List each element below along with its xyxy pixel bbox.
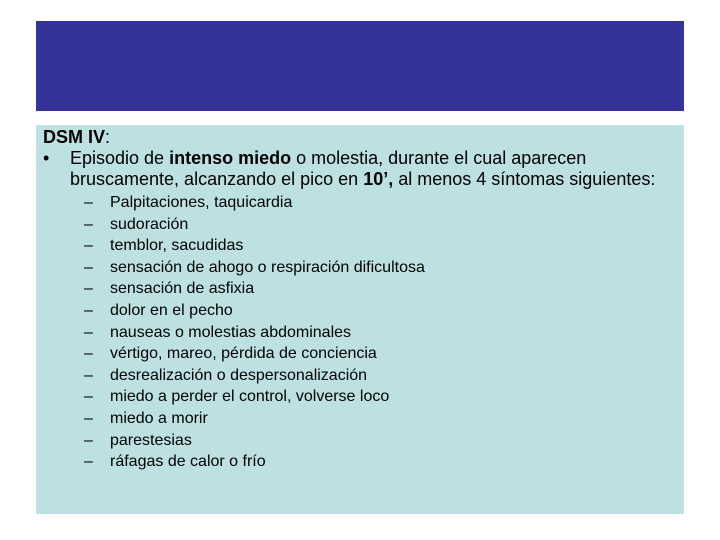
bullet-text-3: al menos 4 síntomas siguientes:: [393, 169, 656, 189]
symptom-text: Palpitaciones, taquicardia: [110, 194, 293, 211]
bullet-text-1: Episodio de: [70, 148, 170, 168]
symptom-item: [84, 235, 674, 257]
symptom-item: [84, 322, 674, 344]
symptom-text: miedo a morir: [110, 409, 208, 427]
dash-marker: –: [84, 409, 93, 427]
heading-colon: :: [105, 127, 111, 147]
symptom-text: sensación de asfixia: [110, 280, 255, 298]
symptom-list: [43, 192, 674, 473]
dash-marker: –: [84, 388, 93, 406]
symptom-item: [84, 300, 674, 322]
bullet-marker: •: [43, 148, 50, 168]
dash-marker: –: [84, 258, 93, 276]
symptom-item: [84, 430, 674, 452]
symptom-text: sudoración: [110, 215, 189, 233]
dash-marker: –: [84, 301, 93, 319]
bullet-bold-2: 10’,: [363, 169, 394, 189]
dash-marker: –: [84, 345, 93, 363]
symptom-item: [84, 278, 674, 300]
bullet-text-2: o molestia, durante el cual aparecen bruscamente, alcanzando el pico en: [70, 148, 587, 189]
dash-marker: –: [84, 431, 93, 449]
symptom-text: dolor en el pecho: [110, 301, 233, 319]
symptom-item: [84, 343, 674, 365]
bullet-bold-1: intenso miedo: [169, 148, 292, 168]
symptom-item: [84, 386, 674, 408]
symptom-item: [84, 214, 674, 236]
symptom-item: [84, 408, 674, 430]
symptom-text: miedo a perder el control, volverse loco: [110, 388, 390, 406]
dash-marker: –: [84, 453, 93, 471]
content-box: [36, 125, 684, 514]
symptom-text: parestesias: [110, 431, 192, 449]
symptom-text: nauseas o molestias abdominales: [110, 323, 352, 341]
symptom-item: [84, 192, 674, 214]
dash-marker: –: [84, 237, 93, 255]
symptom-text: sensación de ahogo o respiración dificultosa: [110, 258, 425, 276]
heading: [43, 127, 674, 148]
symptom-text: desrealización o despersonalización: [110, 366, 368, 384]
symptom-item: [84, 451, 674, 473]
dash-marker: –: [84, 323, 93, 341]
heading-bold: DSM IV: [43, 127, 106, 147]
symptom-text: vértigo, mareo, pérdida de conciencia: [110, 345, 377, 363]
dash-marker: –: [84, 194, 93, 211]
dash-marker: –: [84, 215, 93, 233]
dash-marker: –: [84, 366, 93, 384]
title-band: [36, 21, 684, 111]
symptom-item: [84, 365, 674, 387]
dash-marker: –: [84, 280, 93, 298]
symptom-text: temblor, sacudidas: [110, 237, 244, 255]
symptom-item: [84, 257, 674, 279]
main-bullet: [43, 148, 674, 190]
symptom-text: ráfagas de calor o frío: [110, 453, 266, 471]
